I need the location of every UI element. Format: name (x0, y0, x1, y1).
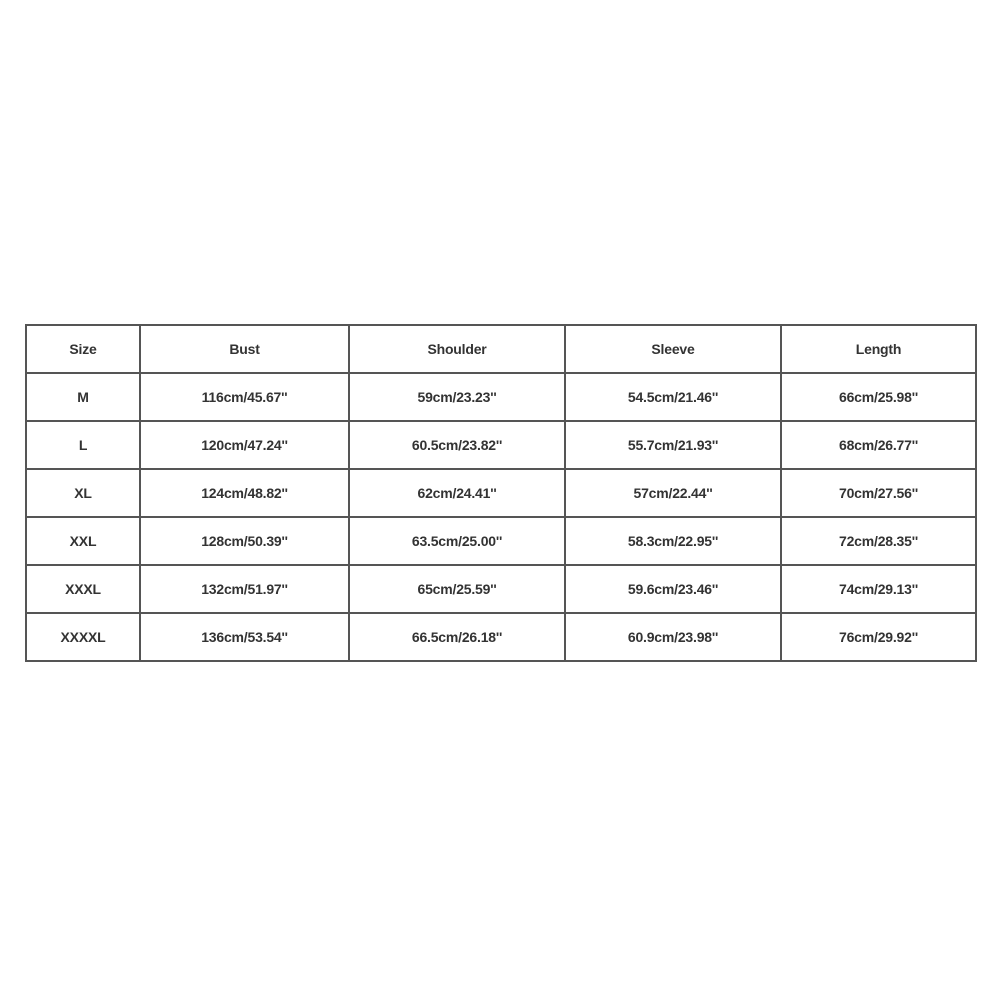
length-cell: 76cm/29.92'' (781, 613, 976, 661)
sleeve-cell: 59.6cm/23.46'' (565, 565, 781, 613)
header-shoulder: Shoulder (349, 325, 565, 373)
table-row (26, 421, 976, 469)
size-cell: M (26, 373, 140, 421)
shoulder-cell: 63.5cm/25.00'' (349, 517, 565, 565)
sleeve-cell: 54.5cm/21.46'' (565, 373, 781, 421)
sleeve-cell: 60.9cm/23.98'' (565, 613, 781, 661)
header-bust: Bust (140, 325, 349, 373)
length-cell: 74cm/29.13'' (781, 565, 976, 613)
bust-cell: 116cm/45.67'' (140, 373, 349, 421)
table-row (26, 565, 976, 613)
length-cell: 72cm/28.35'' (781, 517, 976, 565)
table-row (26, 469, 976, 517)
size-cell: XXXXL (26, 613, 140, 661)
length-cell: 68cm/26.77'' (781, 421, 976, 469)
header-length: Length (781, 325, 976, 373)
length-cell: 70cm/27.56'' (781, 469, 976, 517)
table-row (26, 613, 976, 661)
header-row (26, 325, 976, 373)
header-size: Size (26, 325, 140, 373)
bust-cell: 120cm/47.24'' (140, 421, 349, 469)
bust-cell: 132cm/51.97'' (140, 565, 349, 613)
bust-cell: 128cm/50.39'' (140, 517, 349, 565)
header-sleeve: Sleeve (565, 325, 781, 373)
sleeve-cell: 57cm/22.44'' (565, 469, 781, 517)
bust-cell: 136cm/53.54'' (140, 613, 349, 661)
sleeve-cell: 55.7cm/21.93'' (565, 421, 781, 469)
shoulder-cell: 65cm/25.59'' (349, 565, 565, 613)
size-cell: XXXL (26, 565, 140, 613)
bust-cell: 124cm/48.82'' (140, 469, 349, 517)
size-cell: XL (26, 469, 140, 517)
size-cell: XXL (26, 517, 140, 565)
sleeve-cell: 58.3cm/22.95'' (565, 517, 781, 565)
table-row (26, 373, 976, 421)
size-cell: L (26, 421, 140, 469)
shoulder-cell: 59cm/23.23'' (349, 373, 565, 421)
table-row (26, 517, 976, 565)
length-cell: 66cm/25.98'' (781, 373, 976, 421)
shoulder-cell: 60.5cm/23.82'' (349, 421, 565, 469)
shoulder-cell: 62cm/24.41'' (349, 469, 565, 517)
shoulder-cell: 66.5cm/26.18'' (349, 613, 565, 661)
size-chart-table (25, 324, 977, 662)
